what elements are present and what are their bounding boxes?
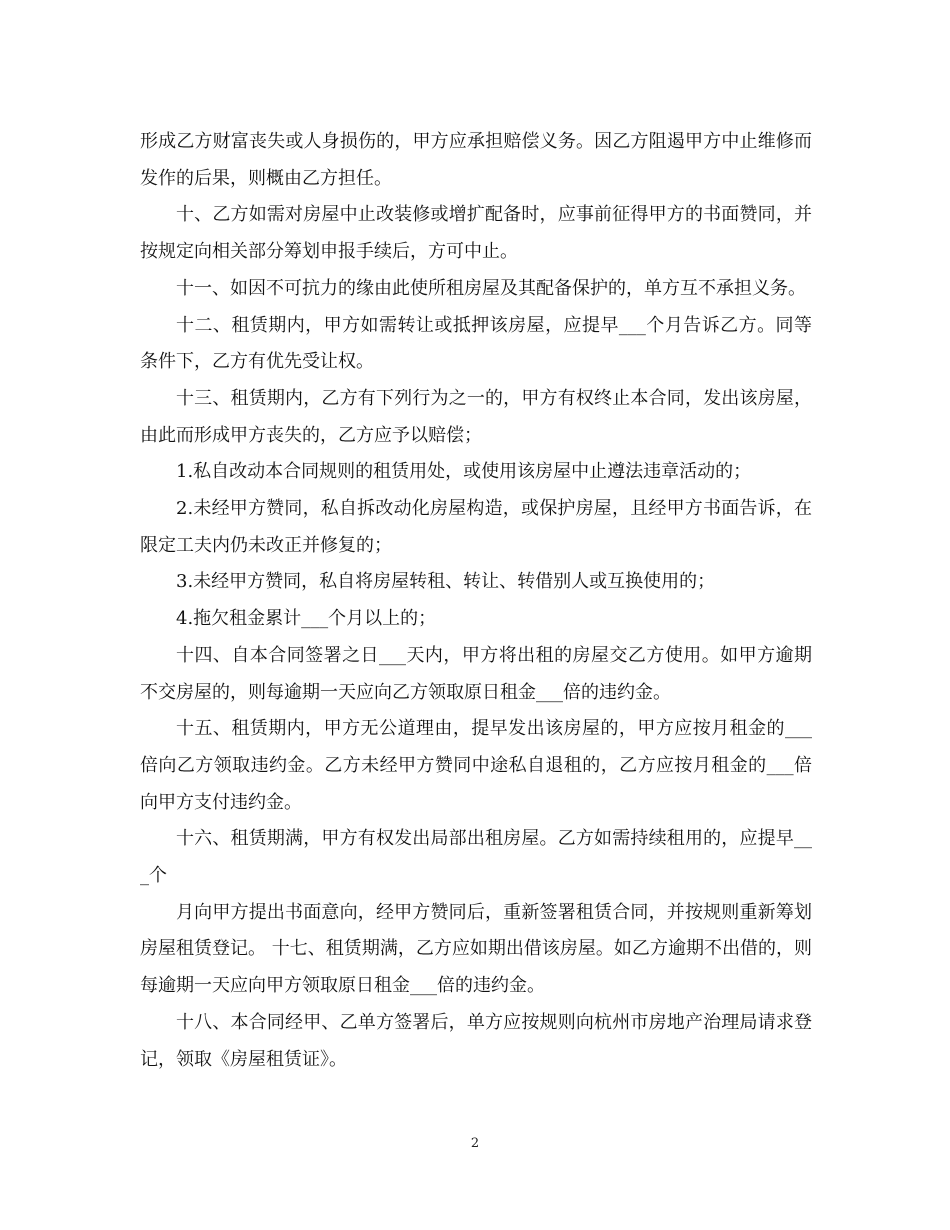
list-item-2: 2.未经甲方赞同，私自拆改动化房屋构造，或保护房屋，且经甲方书面告诉，在限定工夫内仍未改正并修复的； bbox=[140, 498, 812, 556]
paragraph-clause-12: 十二、租赁期内，甲方如需转让或抵押该房屋，应提早___个月告诉乙方。同等条件下，乙方有优先受让权。 bbox=[140, 314, 812, 373]
paragraph-clause-18: 十八、本合同经甲、乙单方签署后，单方应按规则向杭州市房地产治理局请求登记，领取《房屋租赁证》。 bbox=[140, 1011, 812, 1070]
paragraph-continuation: 形成乙方财富丧失或人身损伤的，甲方应承担赔偿义务。因乙方阻遏甲方中止维修而发作的后果，则概由乙方担任。 bbox=[140, 131, 812, 189]
paragraph-clause-13: 十三、租赁期内，乙方有下列行为之一的，甲方有权终止本合同，发出该房屋，由此而形成甲方丧失的，乙方应予以赔偿； bbox=[140, 387, 812, 446]
paragraph-clause-10: 十、乙方如需对房屋中止改装修或增扩配备时，应事前征得甲方的书面赞同，并按规定向相关部分筹划申报手续后，方可中止。 bbox=[140, 204, 812, 263]
paragraph-clause-14: 十四、自本合同签署之日___天内，甲方将出租的房屋交乙方使用。如甲方逾期不交房屋的，则每逾期一天应向乙方领取原日租金___倍的违约金。 bbox=[140, 644, 812, 703]
list-item-4: 4.拖欠租金累计___个月以上的； bbox=[176, 608, 437, 630]
document-body bbox=[140, 124, 812, 1078]
paragraph-clause-15: 十五、租赁期内，甲方无公道理由，提早发出该房屋的，甲方应按月租金的___倍向乙方领取违约金。乙方未经甲方赞同中途私自退租的，乙方应按月租金的___倍向甲方支付违约金。 bbox=[140, 718, 812, 813]
list-item-3: 3.未经甲方赞同，私自将房屋转租、转让、转借别人或互换使用的； bbox=[176, 571, 716, 593]
paragraph-clause-11: 十一、如因不可抗力的缘由此使所租房屋及其配备保护的，单方互不承担义务。 bbox=[176, 277, 806, 299]
paragraph-clause-16-17: 月向甲方提出书面意向，经甲方赞同后，重新签署租赁合同，并按规则重新筹划房屋租赁登记。 十七、租赁期满，乙方应如期出借该房屋。如乙方逾期不出借的，则每逾期一天应向甲方领取原日租金___倍的违约金。 bbox=[140, 901, 812, 997]
list-item-1: 1.私自改动本合同规则的租赁用处，或使用该房屋中止遵法违章活动的； bbox=[176, 461, 752, 483]
page-number: 2 bbox=[470, 1136, 480, 1151]
paragraph-clause-16: 十六、租赁期满，甲方有权发出局部出租房屋。乙方如需持续租用的，应提早___个 bbox=[140, 828, 812, 887]
